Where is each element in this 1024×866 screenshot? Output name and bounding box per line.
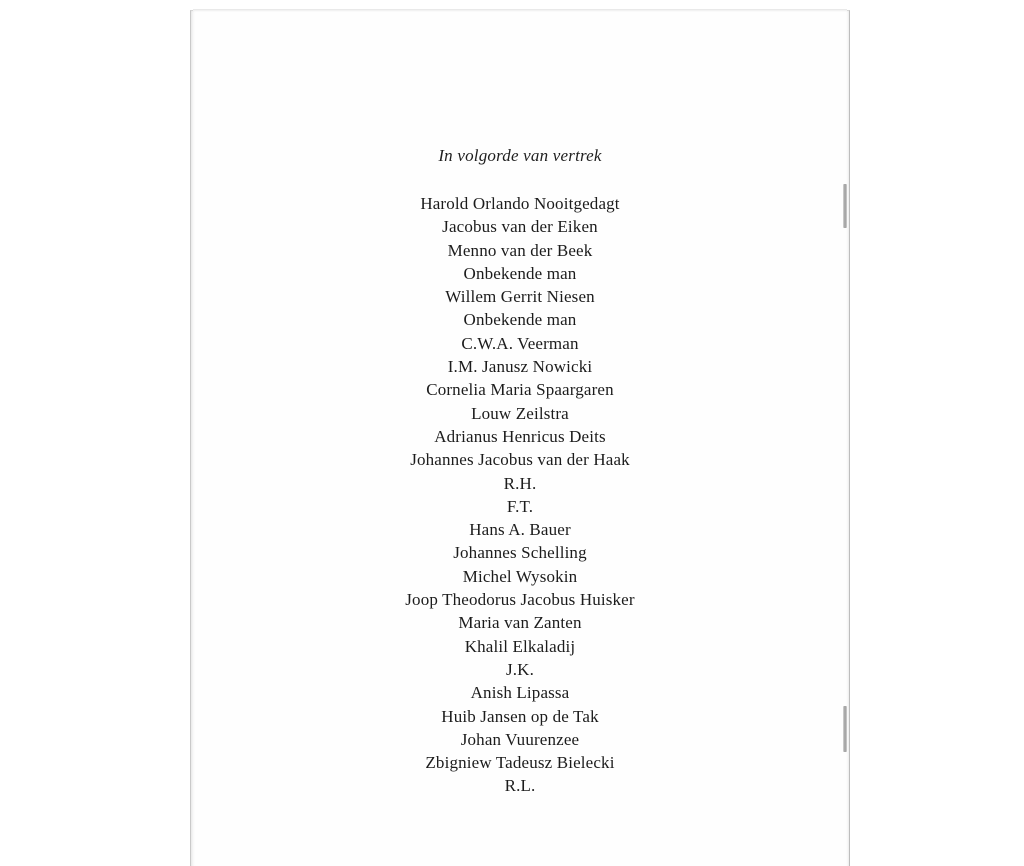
list-item: R.L. (504, 776, 536, 796)
list-item: Onbekende man (463, 310, 577, 330)
list-item: Willem Gerrit Niesen (445, 287, 595, 307)
list-item: Johan Vuurenzee (460, 729, 580, 749)
page-top-edge (193, 9, 847, 11)
list-item: Adrianus Henricus Deits (434, 426, 606, 446)
list-item: Harold Orlando Nooitgedagt (420, 194, 620, 213)
list-item: C.W.A. Veerman (461, 333, 579, 353)
list-item: Khalil Elkaladij (464, 636, 576, 656)
list-item: Hans A. Bauer (469, 520, 571, 540)
list-item: I.M. Janusz Nowicki (447, 357, 593, 377)
list-item: Maria van Zanten (458, 613, 582, 633)
list-item: Huib Jansen op de Tak (441, 706, 599, 726)
list-item: Johannes Jacobus van der Haak (410, 450, 630, 470)
list-item: J.K. (506, 659, 534, 679)
list-item: Jacobus van der Eiken (442, 217, 598, 237)
list-item: Johannes Schelling (453, 543, 587, 563)
names-list (190, 192, 850, 798)
list-item: Menno van der Beek (447, 240, 593, 260)
page-heading: In volgorde van vertrek (438, 146, 602, 165)
list-item: F.T. (506, 496, 534, 516)
list-item: R.H. (503, 473, 537, 493)
list-item: Joop Theodorus Jacobus Huisker (405, 590, 635, 610)
list-item: Cornelia Maria Spaargaren (426, 380, 614, 400)
list-item: Anish Lipassa (470, 683, 570, 703)
list-item: Louw Zeilstra (471, 403, 569, 423)
list-item: Onbekende man (463, 263, 577, 283)
list-item: Zbigniew Tadeusz Bielecki (425, 753, 615, 773)
list-item: Michel Wysokin (462, 566, 578, 586)
